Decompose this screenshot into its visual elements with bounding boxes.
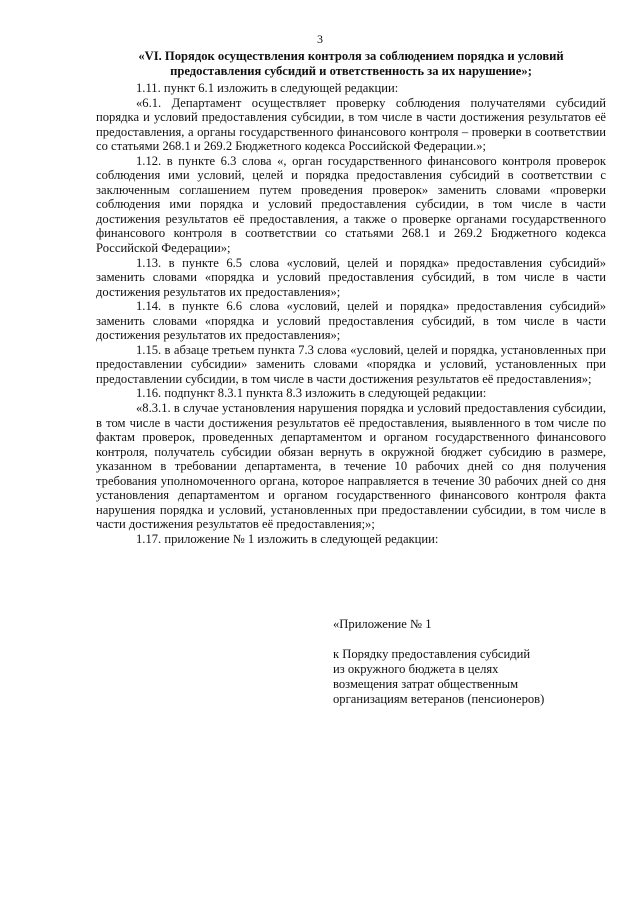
- paragraph-1-14: 1.14. в пункте 6.6 слова «условий, целей и порядка» предоставления субсидий» заменить словами «порядка и условий предоставления субсидий, в том числе в части достижения результатов их предоставления»;: [96, 299, 606, 343]
- annex-line: к Порядку предоставления субсидий: [333, 647, 531, 661]
- annex-line: организациям ветеранов (пенсионеров): [333, 692, 545, 706]
- paragraph-6-1-text: «6.1. Департамент осуществляет проверку соблюдения получателями субсидий порядка и условий предоставления субсидии, в том числе в части достижения результатов её предоставления, а органы государственного финансового контроля – проверки в соответствии со статьями 268.1 и 269.2 Бюджетного кодекса Российской Федерации.»;: [96, 95, 606, 154]
- paragraph-1-13: 1.13. в пункте 6.5 слова «условий, целей и порядка» предоставления субсидий» заменить словами «порядка и условий предоставления субсидий, в том числе в части достижения результатов их предоставления»;: [96, 255, 606, 299]
- annex-line: из окружного бюджета в целях: [333, 662, 499, 676]
- annex-title: «Приложение № 1: [333, 617, 432, 631]
- annex-line: возмещения затрат общественным: [333, 677, 519, 691]
- page-number: 3: [317, 32, 323, 46]
- paragraph-1-17: 1.17. приложение № 1 изложить в следующей редакции:: [136, 531, 439, 546]
- document-body: [96, 81, 606, 547]
- paragraph-1-12: 1.12. в пункте 6.3 слова «, орган государственного финансового контроля проверок соблюдения ими условий, целей и порядка предоставления субсидий в соответствии с заключенным соглашением путем проведения проверок» заменить словами «проверки соблюдения ими порядка и условий предоставления субсидии, в том числе в части достижения результатов её предоставления, а также о проверке органами государственного финансового контроля в соответствии со статьями 268.1 и 269.2 Бюджетного кодекса Российской Федерации»;: [96, 153, 606, 256]
- paragraph-8-3-1-text: «8.3.1. в случае установления нарушения порядка и условий предоставления субсидии, в том числе в части достижения результатов её предоставления, выявленного в том числе по фактам проверок, проведенных департаментом и органом государственного финансового контроля, получатель субсидии обязан вернуть в окружной бюджет субсидию в размере, указанном в требовании департамента, в течение 10 рабочих дней со дня получения требования уполномоченного органа, которое направляется в течение 30 рабочих дней со дня установления департаментом и органом государственного финансового контроля факта нарушения порядка и условий, установленных при предоставлении субсидии, в том числе в части достижения результатов её предоставления;»;: [96, 401, 606, 532]
- paragraph-1-16: 1.16. подпункт 8.3.1 пункта 8.3 изложить в следующей редакции:: [136, 386, 487, 401]
- section-title: «VI. Порядок осуществления контроля за соблюдением порядка и условий предоставления субсидий и ответственность за их нарушение»;: [138, 49, 564, 79]
- paragraph-1-11: 1.11. пункт 6.1 изложить в следующей редакции:: [136, 81, 399, 95]
- annex-subtitle: [333, 647, 613, 707]
- paragraph-1-15: 1.15. в абзаце третьем пункта 7.3 слова «условий, целей и порядка, установленных при предоставлении субсидии» заменить словами «порядка и условий, установленных при предоставлении субсидии, в том числе в части достижения результатов её предоставления»;: [96, 342, 606, 386]
